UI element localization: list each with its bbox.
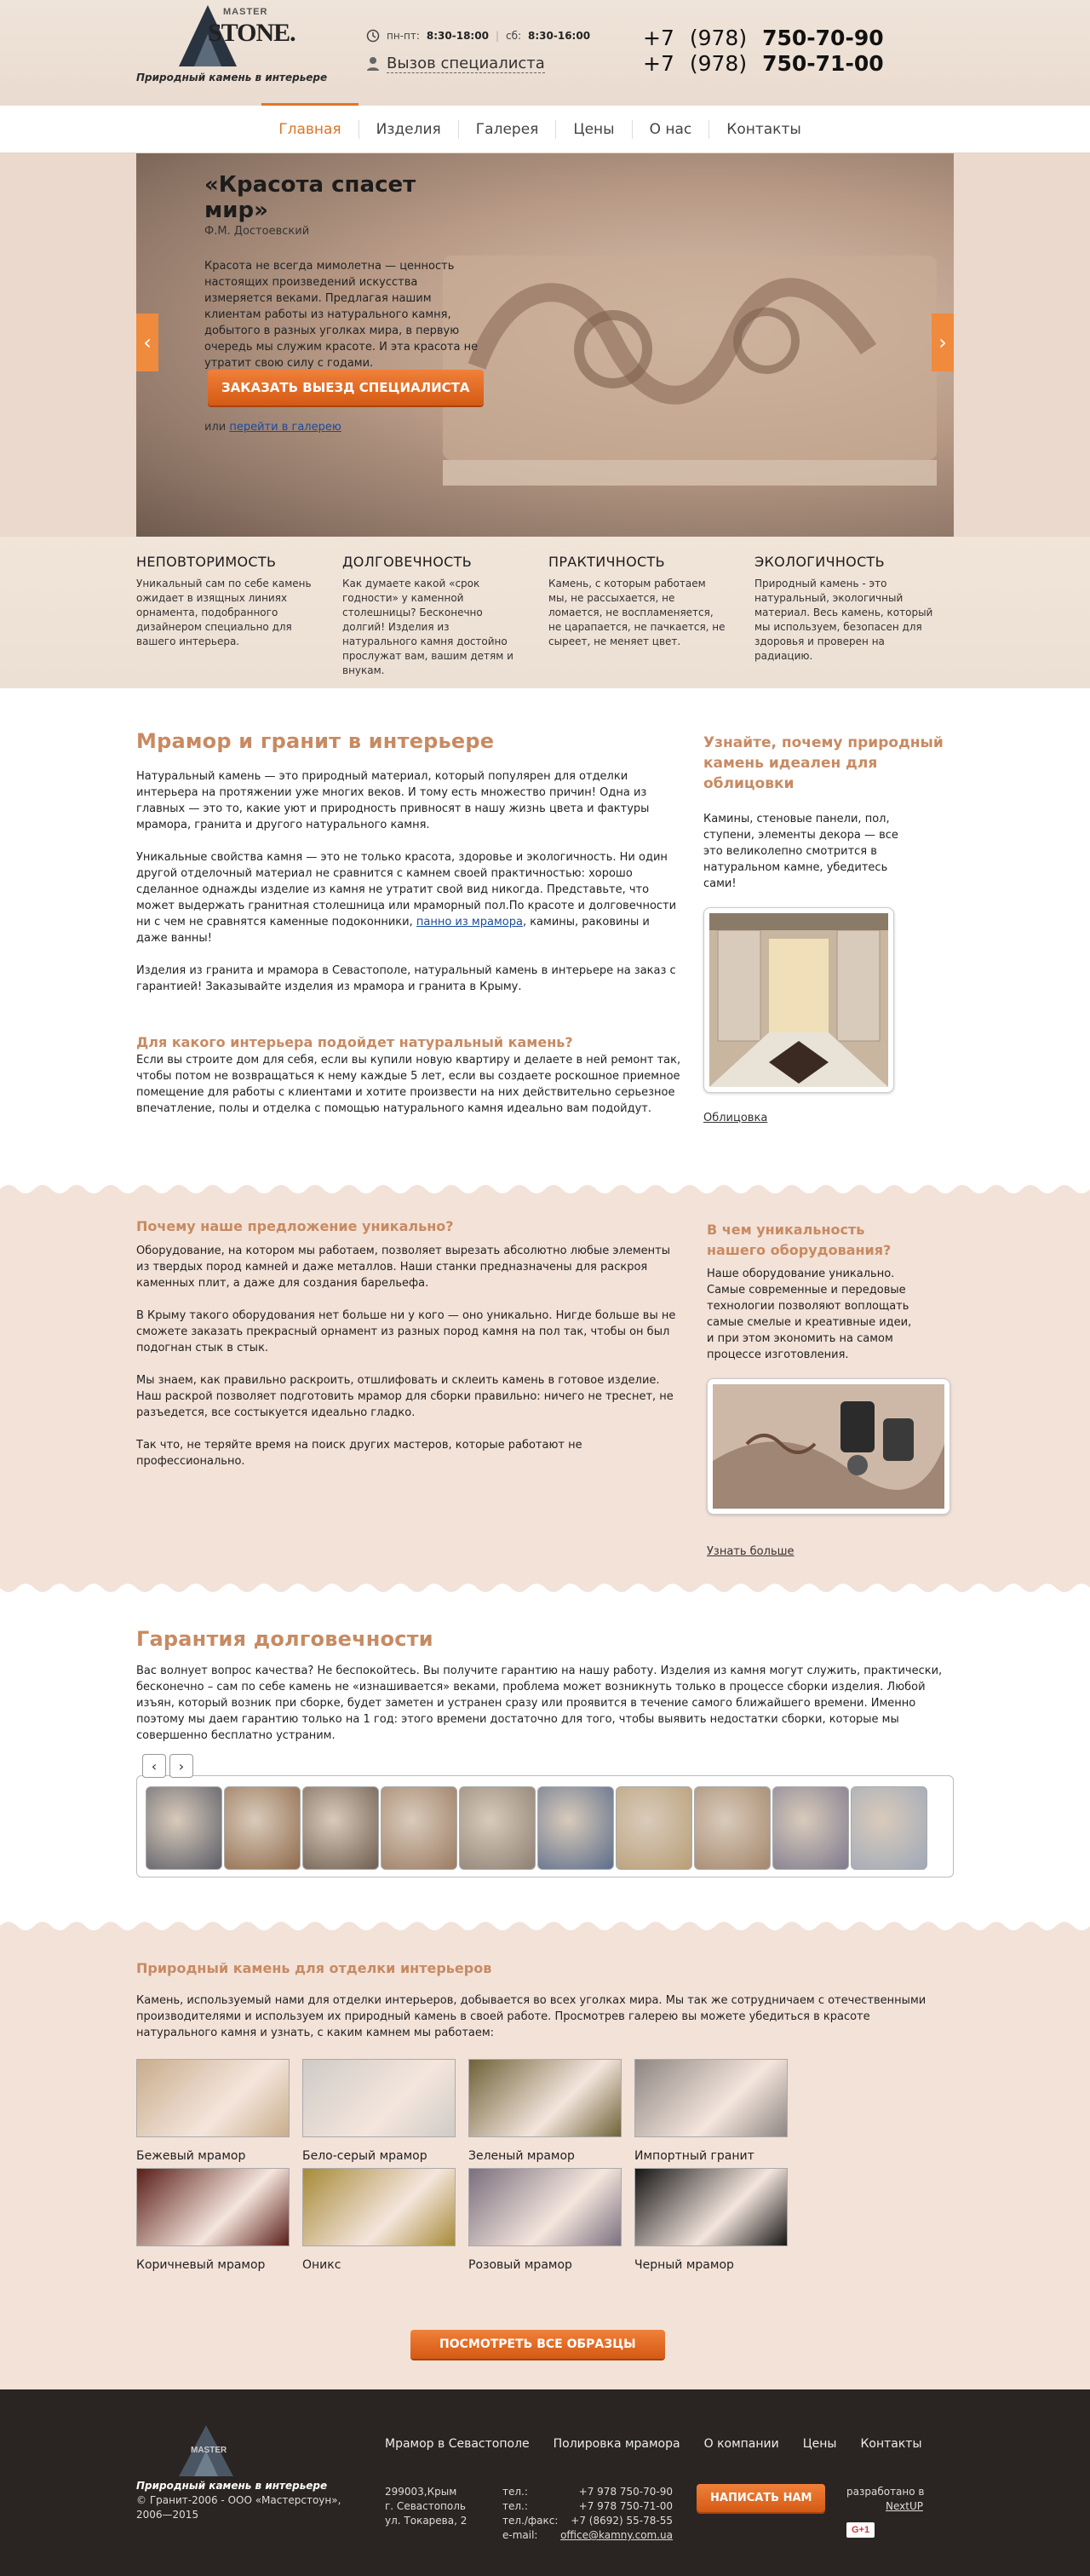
carousel-thumbnail[interactable] bbox=[302, 1786, 379, 1870]
order-specialist-button[interactable]: ЗАКАЗАТЬ ВЫЕЗД СПЕЦИАЛИСТА bbox=[208, 370, 484, 405]
hero-slider bbox=[0, 153, 1090, 537]
equipment-photo bbox=[713, 1384, 944, 1509]
stone-carving-illustration bbox=[443, 221, 937, 503]
unique-offer-section bbox=[0, 1184, 1090, 1593]
unique-paragraph-2: В Крыму такого оборудования нет больше ни у кого — оно уникально. Нигде больше вы не сможете заказать прекрасный орнамент из разных пород камня на пол так, чтобы он был подогнан стык в стык. bbox=[136, 1309, 676, 1354]
contact-label: тел.: bbox=[502, 2500, 528, 2512]
cladding-text: Камины, стеновые панели, пол, ступени, элементы декора — все это великолепно смотрится в натуральном камне, убедитесь сами! bbox=[703, 813, 898, 890]
unique-paragraph-1: Оборудование, на котором мы работаем, позволяет вырезать абсолютно любые элементы из твердых пород камней и даже металлов. Наши станки предназначены для раскроя каменных плит, а даже для создания барельефа. bbox=[136, 1245, 670, 1290]
logo-master-text: MASTER bbox=[223, 7, 268, 17]
stone-sample-label[interactable]: Зеленый мрамор bbox=[468, 2149, 575, 2163]
logo[interactable] bbox=[136, 0, 341, 94]
phone-number: 750-71-00 bbox=[762, 51, 884, 76]
stone-sample-label[interactable]: Коричневый мрамор bbox=[136, 2258, 266, 2272]
feature-ecology bbox=[754, 554, 933, 664]
phone-area: (978) bbox=[689, 26, 748, 50]
footer-slogan: Природный камень в интерьере bbox=[136, 2480, 328, 2492]
guarantee-section bbox=[0, 1593, 1090, 1921]
address-line: ул. Токарева, 2 bbox=[385, 2515, 468, 2527]
nav-item-products[interactable]: Изделия bbox=[359, 120, 459, 139]
contact-label: тел./факс: bbox=[502, 2515, 559, 2527]
footer-address bbox=[385, 2485, 467, 2528]
nav-item-gallery[interactable]: Галерея bbox=[459, 120, 557, 139]
contact-row bbox=[502, 2485, 673, 2499]
carousel-thumbnail[interactable] bbox=[537, 1786, 614, 1870]
feature-text: Камень, с которым работаем мы, не рассыхается, не ломается, не воспламеняется, не царапается, не пачкается, не сыреет, не меняет цвет. bbox=[548, 578, 726, 647]
phone-1[interactable] bbox=[643, 26, 884, 51]
call-specialist-label: Вызов специалиста bbox=[387, 55, 545, 72]
properties-paragraph bbox=[136, 849, 681, 946]
cladding-link[interactable]: Облицовка bbox=[703, 1112, 768, 1124]
cladding-photo bbox=[709, 913, 888, 1087]
contact-label: e-mail: bbox=[502, 2529, 538, 2541]
footer-copyright: © Гранит-2006 - ООО «Мастерстоун», 2006—2015 bbox=[136, 2494, 341, 2521]
cladding-image-frame[interactable] bbox=[703, 907, 894, 1093]
feature-title: ДОЛГОВЕЧНОСТЬ bbox=[342, 554, 472, 570]
feature-text: Как думаете какой «срок годности» у каменной столешницы? Бесконечно долгий! Изделия из натурального камня достойно прослужат вам, вашим детям и внукам. bbox=[342, 578, 513, 676]
clock-icon bbox=[366, 29, 380, 43]
interior-subtitle: Для какого интерьера подойдет натуральный камень? bbox=[136, 1034, 573, 1050]
carousel-prev-button[interactable]: ‹ bbox=[142, 1754, 166, 1778]
hours-sat-label: сб: bbox=[505, 30, 522, 42]
stone-sample-label[interactable]: Импортный гранит bbox=[634, 2149, 754, 2163]
wave-divider-top bbox=[0, 1184, 1090, 1199]
nav-item-prices[interactable]: Цены bbox=[556, 120, 632, 139]
stone-sample-image[interactable] bbox=[136, 2168, 290, 2246]
gallery-link[interactable]: перейти в галерею bbox=[229, 421, 341, 434]
unique-paragraph-3: Мы знаем, как правильно раскроить, отшлифовать и склеить камень в готовое изделие. Наш раскрой позволяет подготовить мрамор для сборки правильно: ничего не треснет, не разъедется, все состыкуется идеально гладко. bbox=[136, 1374, 674, 1419]
footer-nav-marble[interactable]: Мрамор в Севастополе bbox=[385, 2437, 530, 2451]
nav-item-contacts[interactable]: Контакты bbox=[726, 121, 801, 138]
phone-2[interactable] bbox=[643, 51, 884, 77]
guarantee-text: Вас волнует вопрос качества? Не беспокойтесь. Вы получите гарантию на нашу работу. Изделия из камня могут служить, практически, бесконечно – сам по себе камень не «изнашивается» веками, проблема может возникнуть только в процессе сборки изделия. Любой изъян, который возник при сборке, будет заметен и устранен сразу или проявится в течение самого ближайшего времени. Именно поэтому мы даем гарантию только на 1 год: этого времени достаточно для того, чтобы выявить недостатки сборки, которые мы совершенно бесплатно устраним. bbox=[136, 1665, 943, 1742]
stone-sample-image[interactable] bbox=[634, 2168, 788, 2246]
main-nav bbox=[0, 106, 1090, 153]
section-title: Мрамор и гранит в интерьере bbox=[136, 729, 495, 753]
user-icon bbox=[366, 56, 380, 72]
equipment-text: Наше оборудование уникально. Самые современные и передовые технологии позволяют воплощать самые смелые и креативные идеи, и при этом экономить на самом процессе изготовления. bbox=[707, 1268, 912, 1361]
hours-saturday: 8:30-16:00 bbox=[528, 30, 591, 42]
unique-title: Почему наше предложение уникально? bbox=[136, 1218, 454, 1234]
nav-item-home[interactable]: Главная bbox=[261, 120, 359, 139]
google-plus-button[interactable]: G+1 bbox=[846, 2522, 875, 2538]
developer-link[interactable]: NextUP bbox=[886, 2500, 923, 2512]
hero-or-text: или bbox=[204, 421, 227, 434]
marble-granite-section bbox=[0, 688, 1090, 1184]
stone-sample-image[interactable] bbox=[468, 2059, 622, 2137]
contact-value[interactable]: +7 978 750-71-00 bbox=[578, 2500, 673, 2512]
footer-contacts bbox=[502, 2485, 673, 2543]
stone-sample-image[interactable] bbox=[136, 2059, 290, 2137]
footer-logo-text: MASTER bbox=[191, 2446, 227, 2455]
footer-nav bbox=[385, 2437, 922, 2451]
stone-sample-label[interactable]: Розовый мрамор bbox=[468, 2258, 572, 2272]
hero-text-block bbox=[204, 172, 485, 371]
wave-divider-bottom bbox=[0, 1578, 1090, 1593]
stone-sample-label[interactable]: Бежевый мрамор bbox=[136, 2149, 246, 2163]
developer-info bbox=[846, 2485, 924, 2514]
phone-number: 750-70-90 bbox=[762, 26, 884, 50]
contact-value[interactable]: +7 (8692) 55-78-55 bbox=[571, 2515, 673, 2527]
hours-weekday: 8:30-18:00 bbox=[426, 30, 489, 42]
carousel-thumbnail[interactable] bbox=[616, 1786, 692, 1870]
address-line: г. Севастополь bbox=[385, 2500, 466, 2512]
phone-code: +7 bbox=[643, 51, 674, 76]
footer-nav-contacts[interactable]: Контакты bbox=[860, 2437, 922, 2451]
footer-nav-polishing[interactable]: Полировка мрамора bbox=[553, 2437, 680, 2451]
phone-area: (978) bbox=[689, 51, 748, 76]
working-hours: пн-пт: 8:30-18:00 | сб: 8:30-16:00 bbox=[366, 29, 590, 43]
phone-code: +7 bbox=[643, 26, 674, 50]
hours-days-label: пн-пт: bbox=[387, 30, 420, 42]
stone-sample-label[interactable]: Бело-серый мрамор bbox=[302, 2149, 427, 2163]
stone-sample-image[interactable] bbox=[468, 2168, 622, 2246]
address-line: 299003,Крым bbox=[385, 2486, 457, 2498]
carousel-thumbnail[interactable] bbox=[772, 1786, 849, 1870]
email-link[interactable]: office@kamny.com.ua bbox=[560, 2529, 673, 2541]
intro-paragraph: Натуральный камень — это природный материал, который популярен для отделки интерьера на протяжении уже многих веков. И тому есть множество причин! Одна из главных — это то, какие уют и природность привносят в нашу жизнь цвета и фактуры мрамора, гранита и другого натурального камня. bbox=[136, 770, 650, 831]
interior-paragraph: Если вы строите дом для себя, если вы купили новую квартиру и делаете в ней ремонт так, чтобы потом не возвращаться к нему каждые 5 лет, если вы создаете роскошное приемное помещение для работы с клиентами и хотите произвести на них действительно серьезное впечатление, полы и отделка с помощью натурального камня идеально вам подойдут. bbox=[136, 1054, 681, 1115]
equipment-title: В чем уникальность нашего оборудования? bbox=[707, 1222, 892, 1258]
hero-author: Ф.М. Достоевский bbox=[204, 225, 310, 238]
developer-label: разработано в bbox=[846, 2486, 925, 2498]
carousel-thumbnail[interactable] bbox=[224, 1786, 301, 1870]
feature-uniqueness bbox=[136, 554, 315, 649]
wave-divider-top-2 bbox=[0, 1921, 1090, 1936]
features-strip bbox=[0, 537, 1090, 688]
stone-sample-image[interactable] bbox=[302, 2168, 456, 2246]
site-footer bbox=[0, 2389, 1090, 2576]
hero-quote: «Красота спасет мир» bbox=[204, 172, 416, 223]
carousel-thumbnail[interactable] bbox=[694, 1786, 771, 1870]
carousel-thumbnail[interactable] bbox=[851, 1786, 927, 1870]
feature-title: ЭКОЛОГИЧНОСТЬ bbox=[754, 554, 885, 570]
hero-prev-arrow[interactable]: ‹ bbox=[136, 313, 158, 371]
site-header bbox=[0, 0, 1090, 106]
feature-text: Природный камень - это натуральный, экологичный материал. Весь камень, который мы используем, безопасен для здоровья и проверен на радиацию. bbox=[754, 578, 933, 662]
feature-durability bbox=[342, 554, 521, 678]
carousel-thumbnail[interactable] bbox=[459, 1786, 536, 1870]
order-paragraph: Изделия из гранита и мрамора в Севастополе, натуральный камень в интерьере на заказ с гарантией! Заказывайте изделия из мрамора и гранита в Крыму. bbox=[136, 964, 676, 993]
header-slogan: Природный камень в интерьере bbox=[136, 72, 328, 83]
nav-item-about[interactable]: О нас bbox=[633, 120, 710, 139]
stone-sample-label[interactable]: Оникс bbox=[302, 2258, 341, 2272]
carousel-thumbnail[interactable] bbox=[146, 1786, 222, 1870]
contact-row bbox=[502, 2514, 673, 2528]
samples-text: Камень, используемый нами для отделки интерьеров, добывается во всех уголках мира. Мы так же сотрудничаем с отечественными производителями и используем их природный камень в своей работе. Просмотрев галерею вы можете убедиться в красоте натурального камня и узнать, с каким камнем мы работаем: bbox=[136, 1994, 926, 2039]
feature-practicality bbox=[548, 554, 727, 649]
contact-value[interactable]: +7 978 750-70-90 bbox=[578, 2486, 673, 2498]
cladding-title: Узнайте, почему природный камень идеален для облицовки bbox=[703, 734, 944, 792]
unique-paragraph-4: Так что, не теряйте время на поиск других мастеров, которые работают не профессионально. bbox=[136, 1439, 582, 1468]
works-carousel bbox=[136, 1757, 954, 1877]
call-specialist-link[interactable] bbox=[366, 55, 545, 73]
stone-sample-label[interactable]: Черный мрамор bbox=[634, 2258, 734, 2272]
footer-nav-prices[interactable]: Цены bbox=[802, 2437, 837, 2451]
carousel-thumbnail[interactable] bbox=[381, 1786, 457, 1870]
learn-more-link[interactable]: Узнать больше bbox=[707, 1545, 795, 1558]
stone-sample-image[interactable] bbox=[634, 2059, 788, 2137]
contact-row bbox=[502, 2528, 673, 2543]
write-us-button[interactable]: НАПИСАТЬ НАМ bbox=[697, 2484, 825, 2512]
equipment-image-frame[interactable] bbox=[707, 1378, 950, 1515]
properties-text-end: , камины, раковины и даже ванны! bbox=[136, 916, 650, 945]
guarantee-title: Гарантия долговечности bbox=[136, 1627, 433, 1651]
hero-paragraph: Красота не всегда мимолетна — ценность настоящих произведений искусства измеряется веками. Предлагая нашим клиентам работы из натурального камня, добытого в разных уголках мира, в первую очередь мы служим красоте. И эта красота не утратит свою силу с годами. bbox=[204, 260, 479, 370]
properties-text: Уникальные свойства камня — это не только красота, здоровье и экологичность. Ни один другой отделочный материал не сравнится с камнем своей практичностью: хорошо сделанное однажды изделие из камня не утратит свой вид никогда. Представьте, что может выдержать гранитная столешница или мраморный пол.По красоте и долговечности ни с чем не сравнятся каменные подоконники, bbox=[136, 851, 677, 929]
feature-title: ПРАКТИЧНОСТЬ bbox=[548, 554, 665, 570]
contact-row bbox=[502, 2499, 673, 2514]
hero-next-arrow[interactable]: › bbox=[932, 313, 954, 371]
logo-stone-text: STONE. bbox=[208, 19, 295, 47]
footer-nav-company[interactable]: О компании bbox=[703, 2437, 779, 2451]
feature-title: НЕПОВТОРИМОСТЬ bbox=[136, 554, 277, 570]
stone-samples-section bbox=[0, 1921, 1090, 2402]
marble-panel-link[interactable]: панно из мрамора bbox=[416, 916, 523, 929]
stone-sample-image[interactable] bbox=[302, 2059, 456, 2137]
samples-title: Природный камень для отделки интерьеров bbox=[136, 1960, 492, 1976]
carousel-thumbnails bbox=[146, 1786, 927, 1870]
hero-or-line bbox=[204, 421, 341, 434]
feature-text: Уникальный сам по себе камень ожидает в изящных линиях орнамента, подобранного дизайнером специально для вашего интерьера. bbox=[136, 578, 312, 647]
phone-numbers bbox=[643, 26, 884, 77]
view-all-samples-button[interactable]: ПОСМОТРЕТЬ ВСЕ ОБРАЗЦЫ bbox=[410, 2330, 665, 2359]
contact-label: тел.: bbox=[502, 2486, 528, 2498]
carousel-next-button[interactable]: › bbox=[169, 1754, 193, 1778]
